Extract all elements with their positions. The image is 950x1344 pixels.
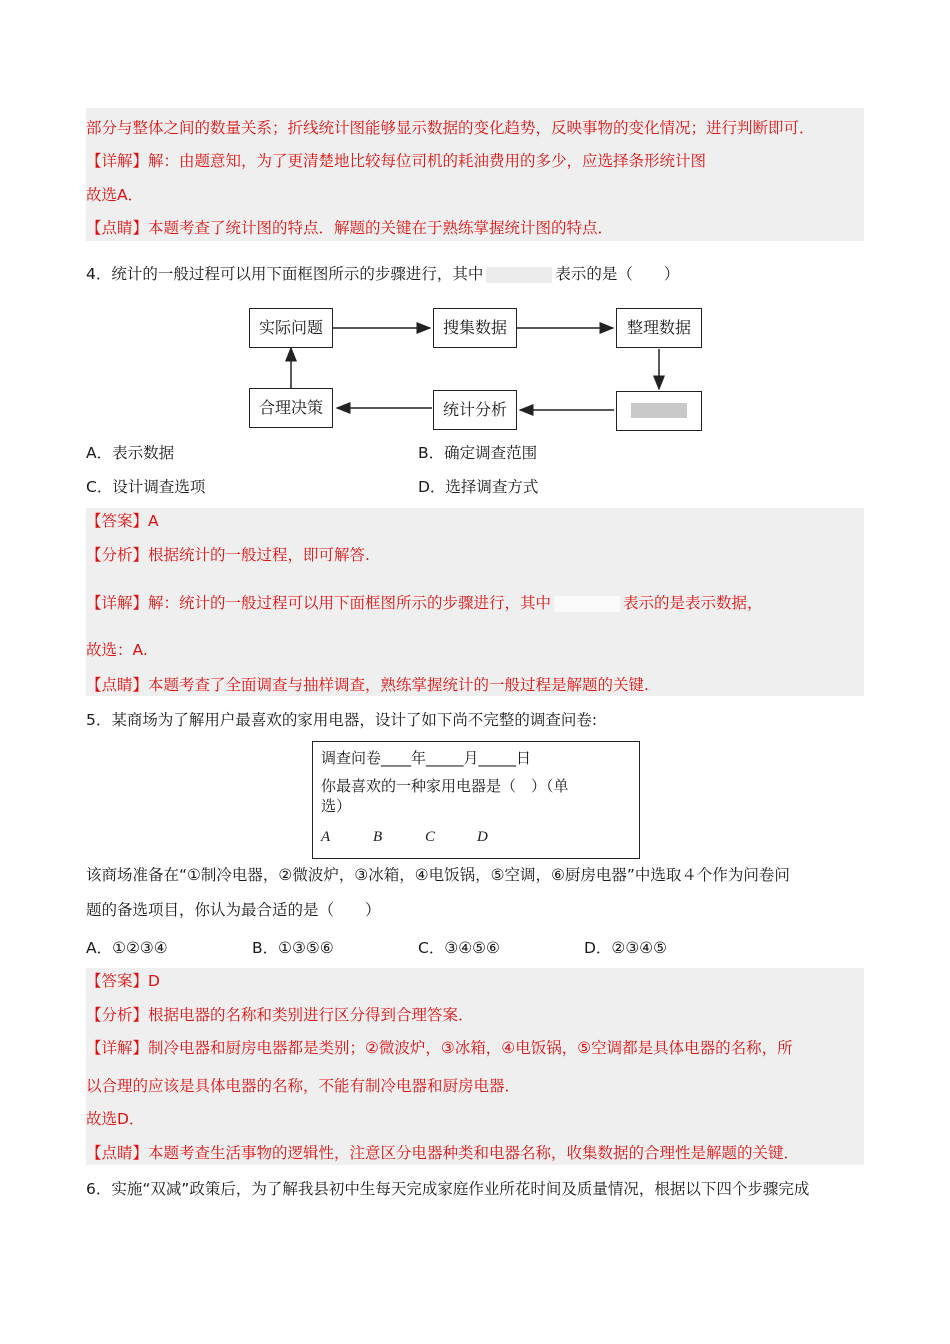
q4-choose: 故选：A.	[86, 641, 148, 659]
survey-question: 你最喜欢的一种家用电器是（ ）（单	[321, 777, 569, 795]
q5-text-1: 该商场准备在“①制冷电器，②微波炉，③冰箱，④电饭锅，⑤空调，⑥厨房电器”中选取４个作为问卷问	[86, 866, 790, 884]
flow-box-actual-problem: 实际问题	[249, 308, 333, 348]
survey-choice-c: C	[425, 829, 436, 845]
survey-question-cont: 选）	[321, 797, 352, 815]
q5-detail-2: 以合理的应该是具体电器的名称，不能有制冷电器和厨房电器．	[86, 1077, 521, 1095]
flow-box-statistical-analysis: 统计分析	[433, 390, 517, 430]
q4-point: 【点睛】本题考查了全面调查与抽样调查，熟练掌握统计的一般过程是解题的关键.	[86, 676, 649, 694]
survey-choice-d: D	[477, 829, 488, 845]
survey-choice-b: B	[373, 829, 383, 845]
q4-solution-block	[86, 508, 864, 696]
q4-option-c: C．设计调查选项	[86, 478, 206, 496]
q5-option-c: C．③④⑤⑥	[418, 939, 500, 957]
q3-choose: 故选A．	[86, 186, 144, 204]
q5-text-2: 题的备选项目，你认为最合适的是（ ）	[86, 901, 381, 919]
q3-point: 【点睛】本题考查了统计图的特点．解题的关键在于熟练掌握统计图的特点．	[86, 219, 614, 237]
flow-arrows	[0, 0, 950, 440]
survey-choice-a: A	[321, 829, 331, 845]
q5-detail-1: 【详解】制冷电器和厨房电器都是类别；②微波炉，③冰箱，④电饭锅，⑤空调都是具体电器的名称，所	[86, 1039, 793, 1057]
q5-stem: 5．某商场为了解用户最喜欢的家用电器，设计了如下尚不完整的调查问卷:	[86, 711, 598, 729]
q5-option-a: A．①②③④	[86, 939, 168, 957]
q5-choose: 故选D．	[86, 1110, 145, 1128]
q4-option-a: A．表示数据	[86, 444, 175, 462]
flow-blank-mask	[631, 403, 687, 418]
q5-solution-block	[86, 968, 864, 1165]
q5-analysis: 【分析】根据电器的名称和类别进行区分得到合理答案．	[86, 1006, 474, 1024]
q4-answer: 【答案】A	[86, 512, 159, 530]
survey-choices	[321, 826, 529, 847]
q3-detail: 【详解】解：由题意知，为了更清楚地比较每位司机的耗油费用的多少，应选择条形统计图	[86, 152, 707, 170]
q4-stem: 4．统计的一般过程可以用下面框图所示的步骤进行，其中 表示的是（ ）	[86, 265, 680, 283]
q3-analysis-tail: 部分与整体之间的数量关系；折线统计图能够显示数据的变化趋势，反映事物的变化情况；进行判断即可．	[86, 119, 815, 137]
q4-option-d: D．选择调查方式	[418, 478, 539, 496]
blurred-placeholder	[554, 596, 620, 612]
q6-stem: 6．实施“双减”政策后，为了解我县初中生每天完成家庭作业所花时间及质量情况，根据以下四个步骤完成	[86, 1180, 810, 1198]
flow-box-collect-data: 搜集数据	[433, 308, 517, 348]
q5-answer: 【答案】D	[86, 972, 160, 990]
q5-point: 【点睛】本题考查生活事物的逻辑性，注意区分电器种类和电器名称，收集数据的合理性是解题的关键．	[86, 1144, 800, 1162]
flow-box-organize-data: 整理数据	[616, 308, 702, 348]
flow-box-rational-decision: 合理决策	[249, 388, 333, 428]
q4-option-b: B．确定调查范围	[418, 444, 538, 462]
q5-option-d: D．②③④⑤	[584, 939, 668, 957]
q5-option-b: B．①③⑤⑥	[252, 939, 334, 957]
survey-date-line: 调查问卷____年_____月_____日	[321, 749, 532, 767]
q4-detail: 【详解】解：统计的一般过程可以用下面框图所示的步骤进行，其中 表示的是表示数据，	[86, 594, 763, 612]
q4-analysis: 【分析】根据统计的一般过程，即可解答.	[86, 546, 370, 564]
q5-survey-box	[312, 741, 640, 859]
